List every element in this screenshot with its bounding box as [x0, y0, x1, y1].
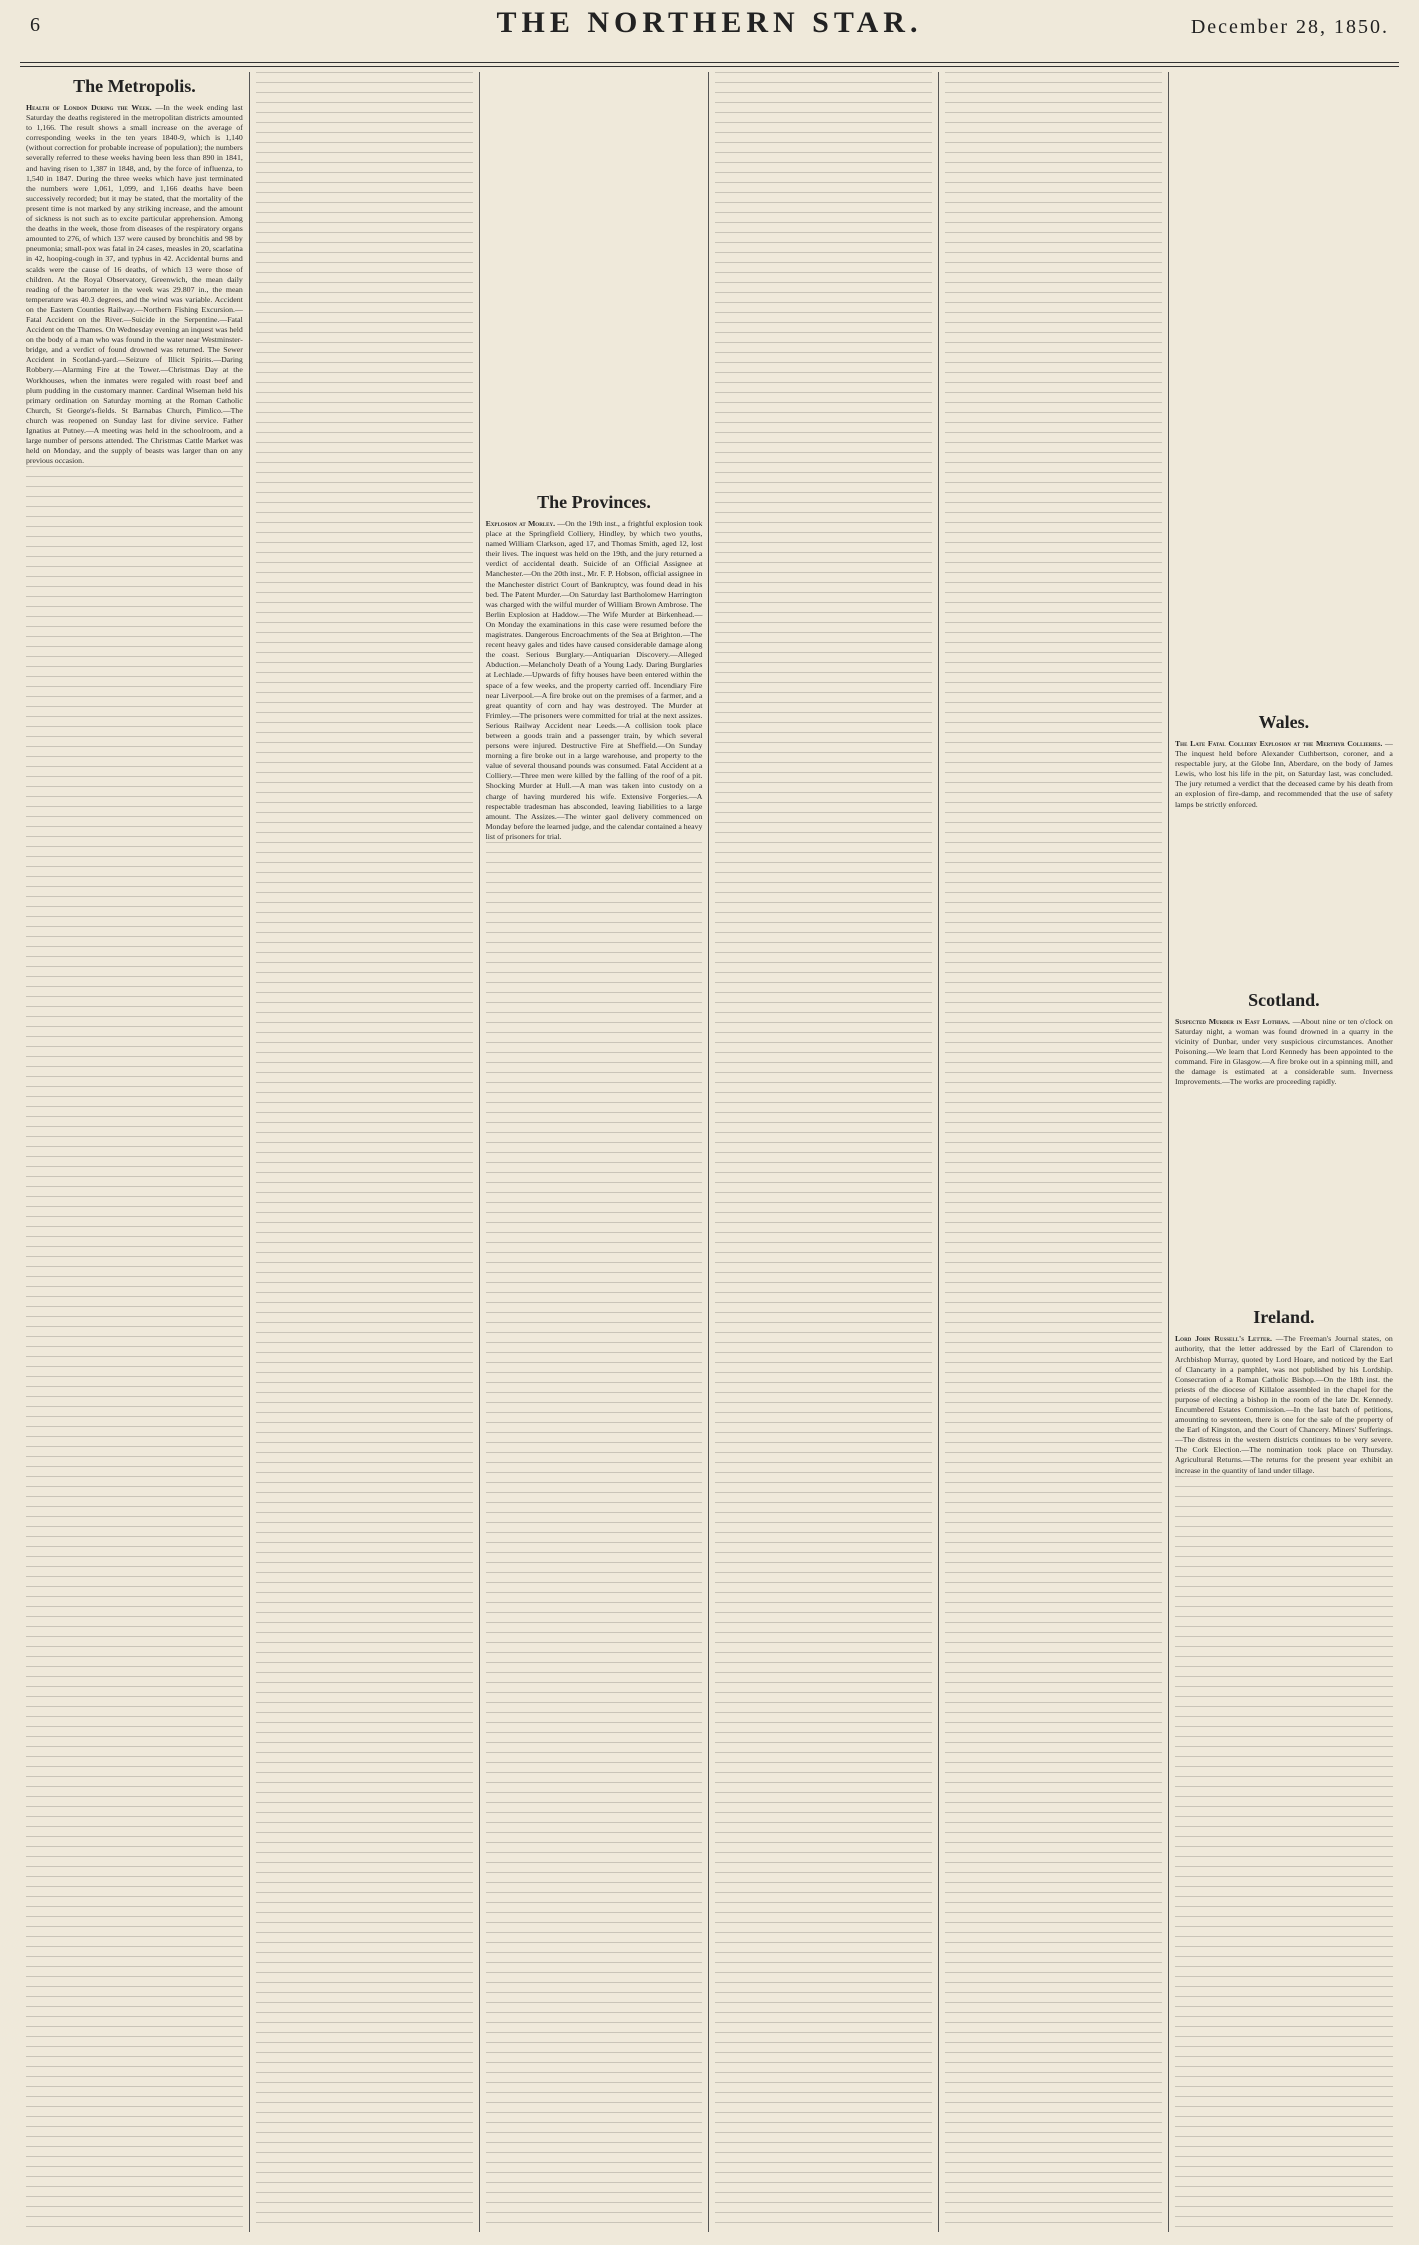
article-lead: Lord John Russell's Letter. [1174, 1334, 1272, 1344]
article-text [1175, 739, 1393, 810]
column-text-continued [26, 466, 243, 2232]
column-4 [709, 72, 939, 2232]
section-heading-metropolis: The Metropolis. [73, 76, 196, 96]
article-body: —The Freeman's Journal states, on authority, that the letter addressed by the Earl of Clarendon to Archbishop Murray, quoted by Lord Hoare, and noticed by the Earl of Clancarty in a pamphlet, was not published by his Lordship. Consecration of a Roman Catholic Bishop.—On the 18th inst. the priests of the diocese of Killaloe assembled in the chapel for the purpose of electing a bishop in the room of the late Dr. Kennedy. Encumbered Estates Commission.—In the last batch of petitions, amounting to seventeen, there is one for the sale of the property of the Earl of Kingston, and the Court of Chancery. Miners' Sufferings.—The distress in the western districts continues to be very severe. The Cork Election.—The nomination took place on Thursday. Agricultural Returns.—The returns for the present year exhibit an increase in the quantity of land under tillage. [1174, 1334, 1393, 1475]
newspaper-title: THE NORTHERN STAR. [496, 6, 923, 39]
column-text-continued [1175, 1476, 1393, 2232]
column-1 [20, 72, 250, 2232]
section-heading-scotland: Scotland. [1248, 989, 1320, 1010]
article-body: —The inquest held before Alexander Cuthbertson, coroner, and a respectable jury, at the Globe Inn, Aberdare, on the body of James Lewis, who lost his life in the pit, on Saturday last, was concluded. The jury returned a verdict that the deceased came by his death from an explosion of fire-damp, and recommended that the use of safety lamps be strictly enforced. [1174, 739, 1393, 809]
masthead-rule [20, 62, 1399, 67]
column-2 [250, 72, 480, 2232]
issue-date: December 28, 1850. [1190, 16, 1389, 38]
masthead [20, 0, 1399, 60]
section-heading-wales: Wales. [1258, 712, 1310, 732]
column-3 [480, 72, 710, 2232]
columns [20, 72, 1399, 2232]
column-text [715, 72, 932, 2232]
article-lead: The Late Fatal Colliery Explosion at the Merthyr Collieries. [1174, 739, 1383, 748]
article-text [486, 519, 703, 842]
column-5 [939, 72, 1169, 2232]
section-heading-provinces: The Provinces. [537, 492, 651, 512]
column-6 [1169, 72, 1399, 2232]
column-text-continued [486, 842, 703, 2232]
article-body: —In the week ending last Saturday the deaths registered in the metropolitan districts amounted to 1,166. The result shows a small increase on the average of corresponding weeks in the ten years 1840-9, which is 1,140 (without correction for probable increase of population); the numbers severally referred to these weeks having been less than 890 in 1841, and having risen to 1,387 in 1848, and, by the force of influenza, to 1,540 in 1847. During the three weeks which have just terminated the numbers were 1,061, 1,099, and 1,166 deaths have been successively recorded; but it may be stated, that the mortality of the present time is not marked by any striking increase, and the amount of sickness is not such as to excite particular apprehension. Among the deaths in the week, those from diseases of the respiratory organs amounted to 276, of which 137 were caused by bronchitis and 98 by pneumonia; small-pox was fatal in 24 cases, measles in 20, scarlatina in 42, hooping-cough in 37, and typhus in 42. Accidental burns and scalds were the cause of 16 deaths, of which 13 were those of children. At the Royal Observatory, Greenwich, the mean daily reading of the barometer in the week was 29.807 in., the mean temperature was 40.3 degrees, and the wind was variable. Accident on the Eastern Counties Railway.—Northern Fishing Excursion.—Fatal Accident on the River.—Suicide in the Serpentine.—Fatal Accident on the Thames. On Wednesday evening an inquest was held on the body of a man who was found in the water near Westminster-bridge, and a verdict of found drowned was returned. The Sewer Accident in Scotland-yard.—Seizure of Illicit Spirits.—Daring Robbery.—Alarming Fire at the Tower.—Christmas Day at the Workhouses, when the inmates were regaled with roast beef and plum pudding in the customary manner. Cardinal Wiseman held his primary ordination on Saturday morning at the Roman Catholic Church, St George's-fields. St Barnabas Church, Pimlico.—The church was reopened on Sunday last for divine service. Father Ignatius at Putney.—A meeting was held in the schoolroom, and a large number of persons attended. The Christmas Cattle Market was held on Monday, and the supply of beasts was larger than on any previous occasion. [26, 103, 243, 466]
article-lead: Suspected Murder in East Lothian. [1174, 1016, 1290, 1026]
page-number: 6 [30, 14, 40, 36]
article-body: —About nine or ten o'clock on Saturday night, a woman was found drowned in a quarry in the vicinity of Dunbar, under very suspicious circumstances. Another Poisoning.—We learn that Lord Kennedy has been appointed to the command. Fire in Glasgow.—A fire broke out in a spinning mill, and the damage is estimated at a considerable sum. Inverness Improvements.—The works are proceeding rapidly. [1174, 1016, 1393, 1087]
article-text [1175, 1017, 1393, 1088]
article-body: —On the 19th inst., a frightful explosion took place at the Springfield Colliery, Hindley, by which two youths, named William Clarkson, aged 17, and Thomas Smith, aged 12, lost their lives. The inquest was held on the 19th, and the jury returned a verdict of accidental death. Suicide of an Official Assignee at Manchester.—On the 20th inst., Mr. F. P. Hobson, official assignee in the Manchester district Court of Bankruptcy, was found dead in his bed. The Patent Murder.—On Saturday last Bartholomew Harrington was charged with the wilful murder of William Brown Ambrose. The Berlin Explosion at Haddow.—The Wife Murder at Birkenhead.—On Monday the examinations in this case were resumed before the magistrates. Dangerous Encroachments of the Sea at Brighton.—The recent heavy gales and tides have caused considerable damage along the coast. Serious Burglary.—Antiquarian Discovery.—Alleged Abduction.—Melancholy Death of a Young Lady. Daring Burglaries at Lechlade.—Upwards of fifty houses have been entered within the space of a few weeks, and the property carried off. Incendiary Fire near Liverpool.—A fire broke out on the premises of a farmer, and a great quantity of corn and hay was destroyed. The Murder at Frimley.—The prisoners were committed for trial at the next assizes. Serious Railway Accident near Leeds.—A collision took place between a goods train and a passenger train, by which several persons were injured. Destructive Fire at Sheffield.—On Sunday morning a fire broke out in a large warehouse, and property to the value of several thousand pounds was consumed. Fatal Accident at a Colliery.—Three men were killed by the falling of the roof of a pit. Shocking Murder at Hull.—A man was taken into custody on a charge of having murdered his wife. Extensive Forgeries.—A respectable tradesman has absconded, leaving liabilities to a large amount. The Assizes.—The winter gaol delivery commenced on Monday before the learned judge, and the calendar contained a heavy list of prisoners for trial. [485, 519, 703, 841]
article-text [26, 103, 243, 466]
column-text [256, 72, 473, 2232]
article-lead: Explosion at Morley. [485, 519, 556, 528]
column-text [945, 72, 1162, 2232]
section-heading-ireland: Ireland. [1253, 1307, 1315, 1328]
article-lead: Health of London During the Week. [26, 103, 152, 112]
article-text [1175, 1334, 1393, 1475]
